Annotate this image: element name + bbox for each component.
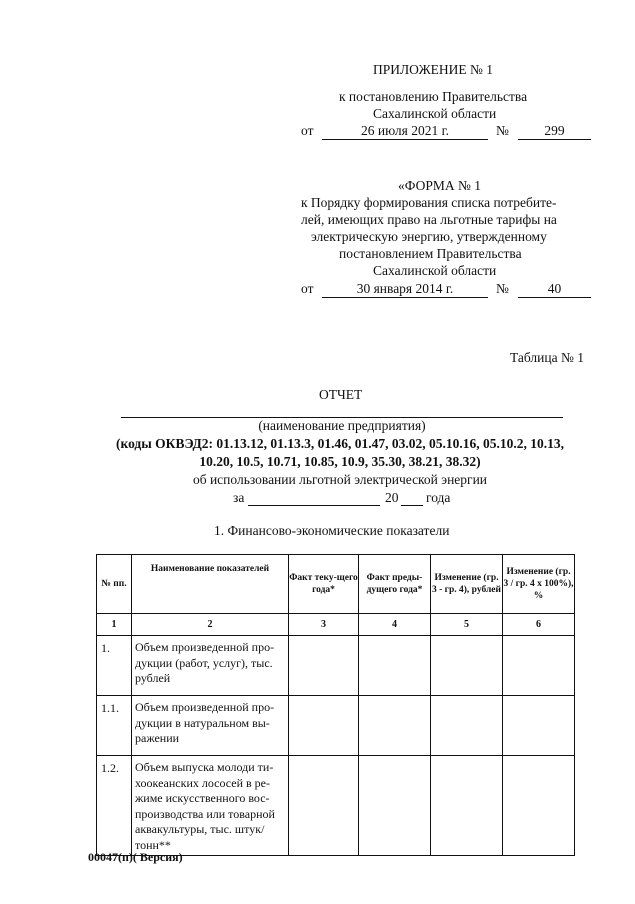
cell-previous-year[interactable] bbox=[359, 636, 431, 696]
row-number: 1. bbox=[97, 636, 132, 696]
header-num: № пп. bbox=[97, 555, 132, 614]
header-current-year: Факт теку-щего года* bbox=[289, 555, 359, 614]
form-number-underline bbox=[518, 297, 591, 298]
header-change-pct: Изменение (гр. 3 / гр. 4 х 100%), % bbox=[503, 555, 575, 614]
cell-change-rub[interactable] bbox=[431, 756, 503, 856]
row-name: Объем произведенной про-дукции в натуральном вы-ражении bbox=[132, 696, 289, 756]
form-line-2: лей, имеющих право на льготные тарифы на bbox=[301, 212, 557, 227]
cell-previous-year[interactable] bbox=[359, 696, 431, 756]
okved-line-2: 10.20, 10.5, 10.71, 10.85, 10.9, 35.30, 38.21, 38.32) bbox=[199, 454, 481, 469]
header-change-rub: Изменение (гр. 3 - гр. 4), рублей bbox=[431, 555, 503, 614]
appendix-date: 26 июля 2021 г. bbox=[361, 123, 449, 138]
cell-change-pct[interactable] bbox=[503, 636, 575, 696]
period-year-prefix: 20 bbox=[385, 490, 399, 505]
form-date-underline bbox=[322, 297, 488, 298]
appendix-number-sign: № bbox=[496, 123, 509, 138]
header-name: Наименование показателей bbox=[132, 555, 289, 614]
period-year-underline bbox=[401, 505, 423, 506]
okved-line-1: (коды ОКВЭД2: 01.13.12, 01.13.3, 01.46, 01.47, 03.02, 05.10.16, 05.10.2, 10.13, bbox=[115, 436, 565, 451]
col-number: 4 bbox=[359, 614, 431, 636]
cell-change-pct[interactable] bbox=[503, 696, 575, 756]
table-row bbox=[97, 756, 575, 856]
cell-current-year[interactable] bbox=[289, 756, 359, 856]
row-name: Объем выпуска молоди ти-хоокеанских лососей в ре-жиме искусственного вос-производства или товарной аквакультуры, тыс. штук/тонн** bbox=[132, 756, 289, 856]
col-number: 3 bbox=[289, 614, 359, 636]
period-underline bbox=[248, 505, 380, 506]
appendix-ot: от bbox=[301, 123, 314, 138]
cell-current-year[interactable] bbox=[289, 696, 359, 756]
table-label: Таблица № 1 bbox=[510, 350, 584, 365]
row-name: Объем произведенной про-дукции (работ, услуг), тыс. рублей bbox=[132, 636, 289, 696]
form-line-5: Сахалинской области bbox=[373, 263, 497, 278]
period-year-suffix: года bbox=[426, 490, 451, 505]
form-ot: от bbox=[301, 281, 314, 296]
appendix-title: ПРИЛОЖЕНИЕ № 1 bbox=[373, 62, 494, 77]
form-line-1: к Порядку формирования списка потребите- bbox=[301, 195, 557, 210]
cell-current-year[interactable] bbox=[289, 636, 359, 696]
col-number: 1 bbox=[97, 614, 132, 636]
col-number: 6 bbox=[503, 614, 575, 636]
cell-change-rub[interactable] bbox=[431, 696, 503, 756]
section-title: 1. Финансово-экономические показатели bbox=[214, 523, 450, 538]
column-number-row bbox=[97, 614, 575, 636]
appendix-line-1: к постановлению Правительства bbox=[339, 89, 528, 104]
footer-version: 00047(п)( Версия) bbox=[88, 850, 183, 864]
cell-change-pct[interactable] bbox=[503, 756, 575, 856]
table-row bbox=[97, 636, 575, 696]
report-title: ОТЧЕТ bbox=[319, 387, 363, 402]
appendix-number-underline bbox=[518, 139, 591, 140]
appendix-line-2: Сахалинской области bbox=[373, 106, 497, 121]
cell-previous-year[interactable] bbox=[359, 756, 431, 856]
appendix-number: 299 bbox=[544, 123, 565, 138]
header-previous-year: Факт преды-дущего года* bbox=[359, 555, 431, 614]
form-line-4: постановлением Правительства bbox=[339, 246, 522, 261]
row-number: 1.2. bbox=[97, 756, 132, 856]
form-date: 30 января 2014 г. bbox=[356, 281, 454, 296]
form-line-3: электрическую энергию, утвержденному bbox=[311, 229, 547, 244]
row-number: 1.1. bbox=[97, 696, 132, 756]
col-number: 2 bbox=[132, 614, 289, 636]
appendix-date-underline bbox=[322, 139, 488, 140]
financial-table bbox=[96, 554, 575, 856]
table-header-row bbox=[97, 555, 575, 614]
form-number-sign: № bbox=[496, 281, 509, 296]
org-caption: (наименование предприятия) bbox=[258, 418, 426, 433]
form-title: «ФОРМА № 1 bbox=[398, 178, 481, 193]
usage-line: об использовании льготной электрической энергии bbox=[192, 472, 488, 487]
cell-change-rub[interactable] bbox=[431, 636, 503, 696]
table-row bbox=[97, 696, 575, 756]
period-za: за bbox=[233, 490, 245, 505]
form-number: 40 bbox=[547, 281, 562, 296]
col-number: 5 bbox=[431, 614, 503, 636]
